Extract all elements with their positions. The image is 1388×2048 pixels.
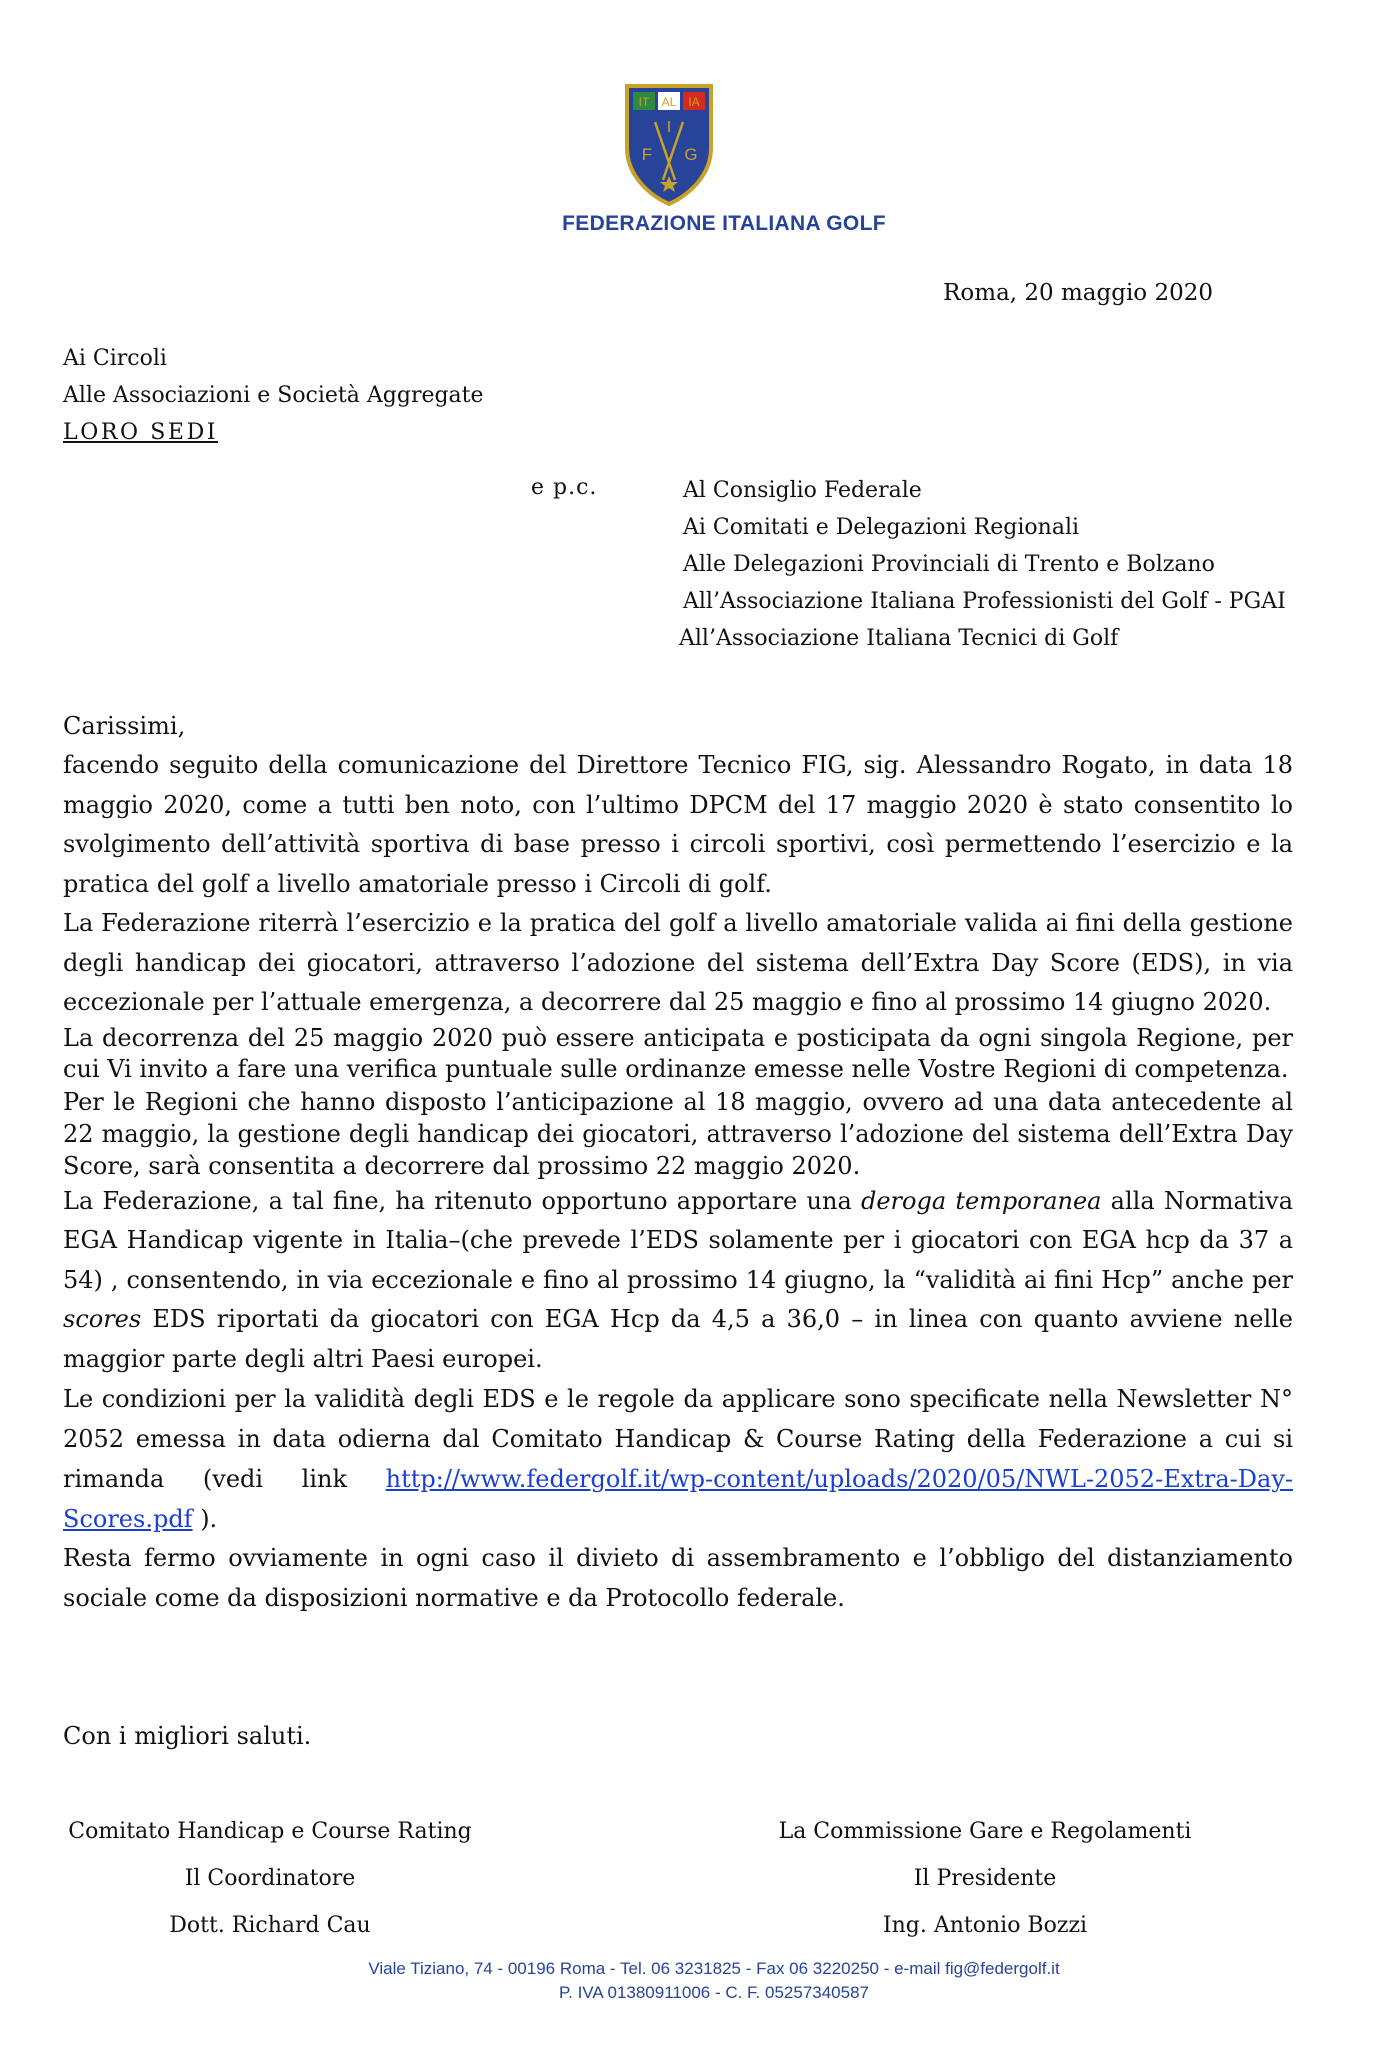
logo-letter-f: F [641,145,653,164]
recipient-loro-sedi: LORO SEDI [63,420,219,445]
cc-list [679,472,1286,657]
logo-letter-i: I [666,119,672,136]
cc-item: Alle Delegazioni Provinciali di Trento e Bolzano [683,552,1215,577]
cc-item: All’Associazione Italiana Professionisti del Golf - PGAI [683,589,1286,614]
signature-line: Comitato Handicap e Course Rating [68,1819,472,1844]
letter-date: Roma, 20 maggio 2020 [943,280,1213,306]
greeting: Carissimi, [63,712,186,740]
logo-letters-al: AL [661,95,677,109]
logo-letters-ia: IA [688,95,700,109]
paragraph-text: La Federazione, a tal fine, ha ritenuto opportuno apportare una [63,1186,861,1215]
recipients-block [63,340,484,451]
fig-logo-icon [621,82,717,208]
cc-item: All’Associazione Italiana Tecnici di Golf [679,626,1119,651]
emphasis-scores: scores [63,1305,142,1333]
paragraph-text: EDS riportati da giocatori con EGA Hcp da 4,5 a 36,0 – in linea con quanto avviene nelle maggior parte degli altri Paesi europei. [63,1305,1293,1373]
paragraph [63,1182,1293,1380]
signature-right [745,1808,1225,1949]
signature-line: La Commissione Gare e Regolamenti [778,1819,1192,1844]
paragraph-text: ). [192,1505,218,1533]
cc-item: Ai Comitati e Delegazioni Regionali [683,515,1080,540]
recipient: Alle Associazioni e Società Aggregate [63,383,484,408]
paragraph: Per le Regioni che hanno disposto l’anticipazione al 18 maggio, ovvero ad una data antecedente al 22 maggio, la gestione degli handicap dei giocatori, attraverso l’adozione del sistema dell’Extra Day Score, sarà consentita a decorrere dal prossimo 22 maggio 2020. [63,1087,1293,1180]
paragraph: facendo seguito della comunicazione del Direttore Tecnico FIG, sig. Alessandro Rogato, in data 18 maggio 2020, come a tutti ben noto, con l’ultimo DPCM del 17 maggio 2020 è stato consentito lo svolgimento dell’attività sportiva di base presso i circoli sportivi, così permettendo l’esercizio e la pratica del golf a livello amatoriale presso i Circoli di golf. [63,751,1293,898]
signature-left [30,1808,510,1949]
cc-label: e p.c. [531,475,598,500]
signature-line: Dott. Richard Cau [169,1913,371,1938]
footer-address: Viale Tiziano, 74 - 00196 Roma - Tel. 06 3231825 - Fax 06 3220250 - e-mail fig@federgolf.it [368,1959,1060,1978]
paragraph: Resta fermo ovviamente in ogni caso il divieto di assembramento e l’obbligo del distanziamento sociale come da disposizioni normative e da Protocollo federale. [63,1544,1293,1612]
footer-tax-ids: P. IVA 01380911006 - C. F. 05257340587 [558,1983,870,2002]
paragraph [63,1379,1293,1539]
footer [0,1957,1388,2005]
signature-line: Il Coordinatore [184,1866,356,1891]
paragraph: La Federazione riterrà l’esercizio e la pratica del golf a livello amatoriale valida ai fini della gestione degli handicap dei giocatori, attraverso l’adozione del sistema dell’Extra Day Score (EDS), in via eccezionale per l’attuale emergenza, a decorrere dal 25 maggio e fino al prossimo 14 giugno 2020. [63,909,1293,1016]
emphasis-deroga: deroga temporanea [860,1186,1102,1215]
paragraph-text: Le condizioni per la validità degli EDS e le regole da applicare sono specificate nella Newsletter N° 2052 emessa in data odierna dal Comitato Handicap & Course Rating della Federazione a cui si rimanda (vedi link [63,1385,1293,1493]
logo-letters-it: IT [638,95,650,109]
logo-letter-g: G [684,145,698,164]
signature-line: Il Presidente [913,1866,1057,1891]
signature-line: Ing. Antonio Bozzi [882,1913,1088,1938]
cc-item: Al Consiglio Federale [683,478,922,503]
org-name: FEDERAZIONE ITALIANA GOLF [562,212,886,235]
letter-body [63,706,1293,1618]
newsletter-link[interactable]: http://www.federgolf.it/wp-content/uploads/2020/05/NWL-2052-Extra-Day-Scores.pdf [63,1465,1293,1533]
paragraph: La decorrenza del 25 maggio 2020 può essere anticipata e posticipata da ogni singola Regione, per cui Vi invito a fare una verifica puntuale sulle ordinanze emesse nelle Vostre Regioni di competenza. [63,1023,1293,1083]
recipient: Ai Circoli [63,346,167,371]
closing: Con i migliori saluti. [63,1722,312,1750]
paragraph-text: alla Normativa EGA Handicap vigente in Italia–(che prevede l’EDS solamente per i giocatori con EGA hcp da 37 a 54) , consentendo, in via eccezionale e fino al prossimo 14 giugno, la “validità ai fini Hcp” anche per [63,1186,1293,1294]
